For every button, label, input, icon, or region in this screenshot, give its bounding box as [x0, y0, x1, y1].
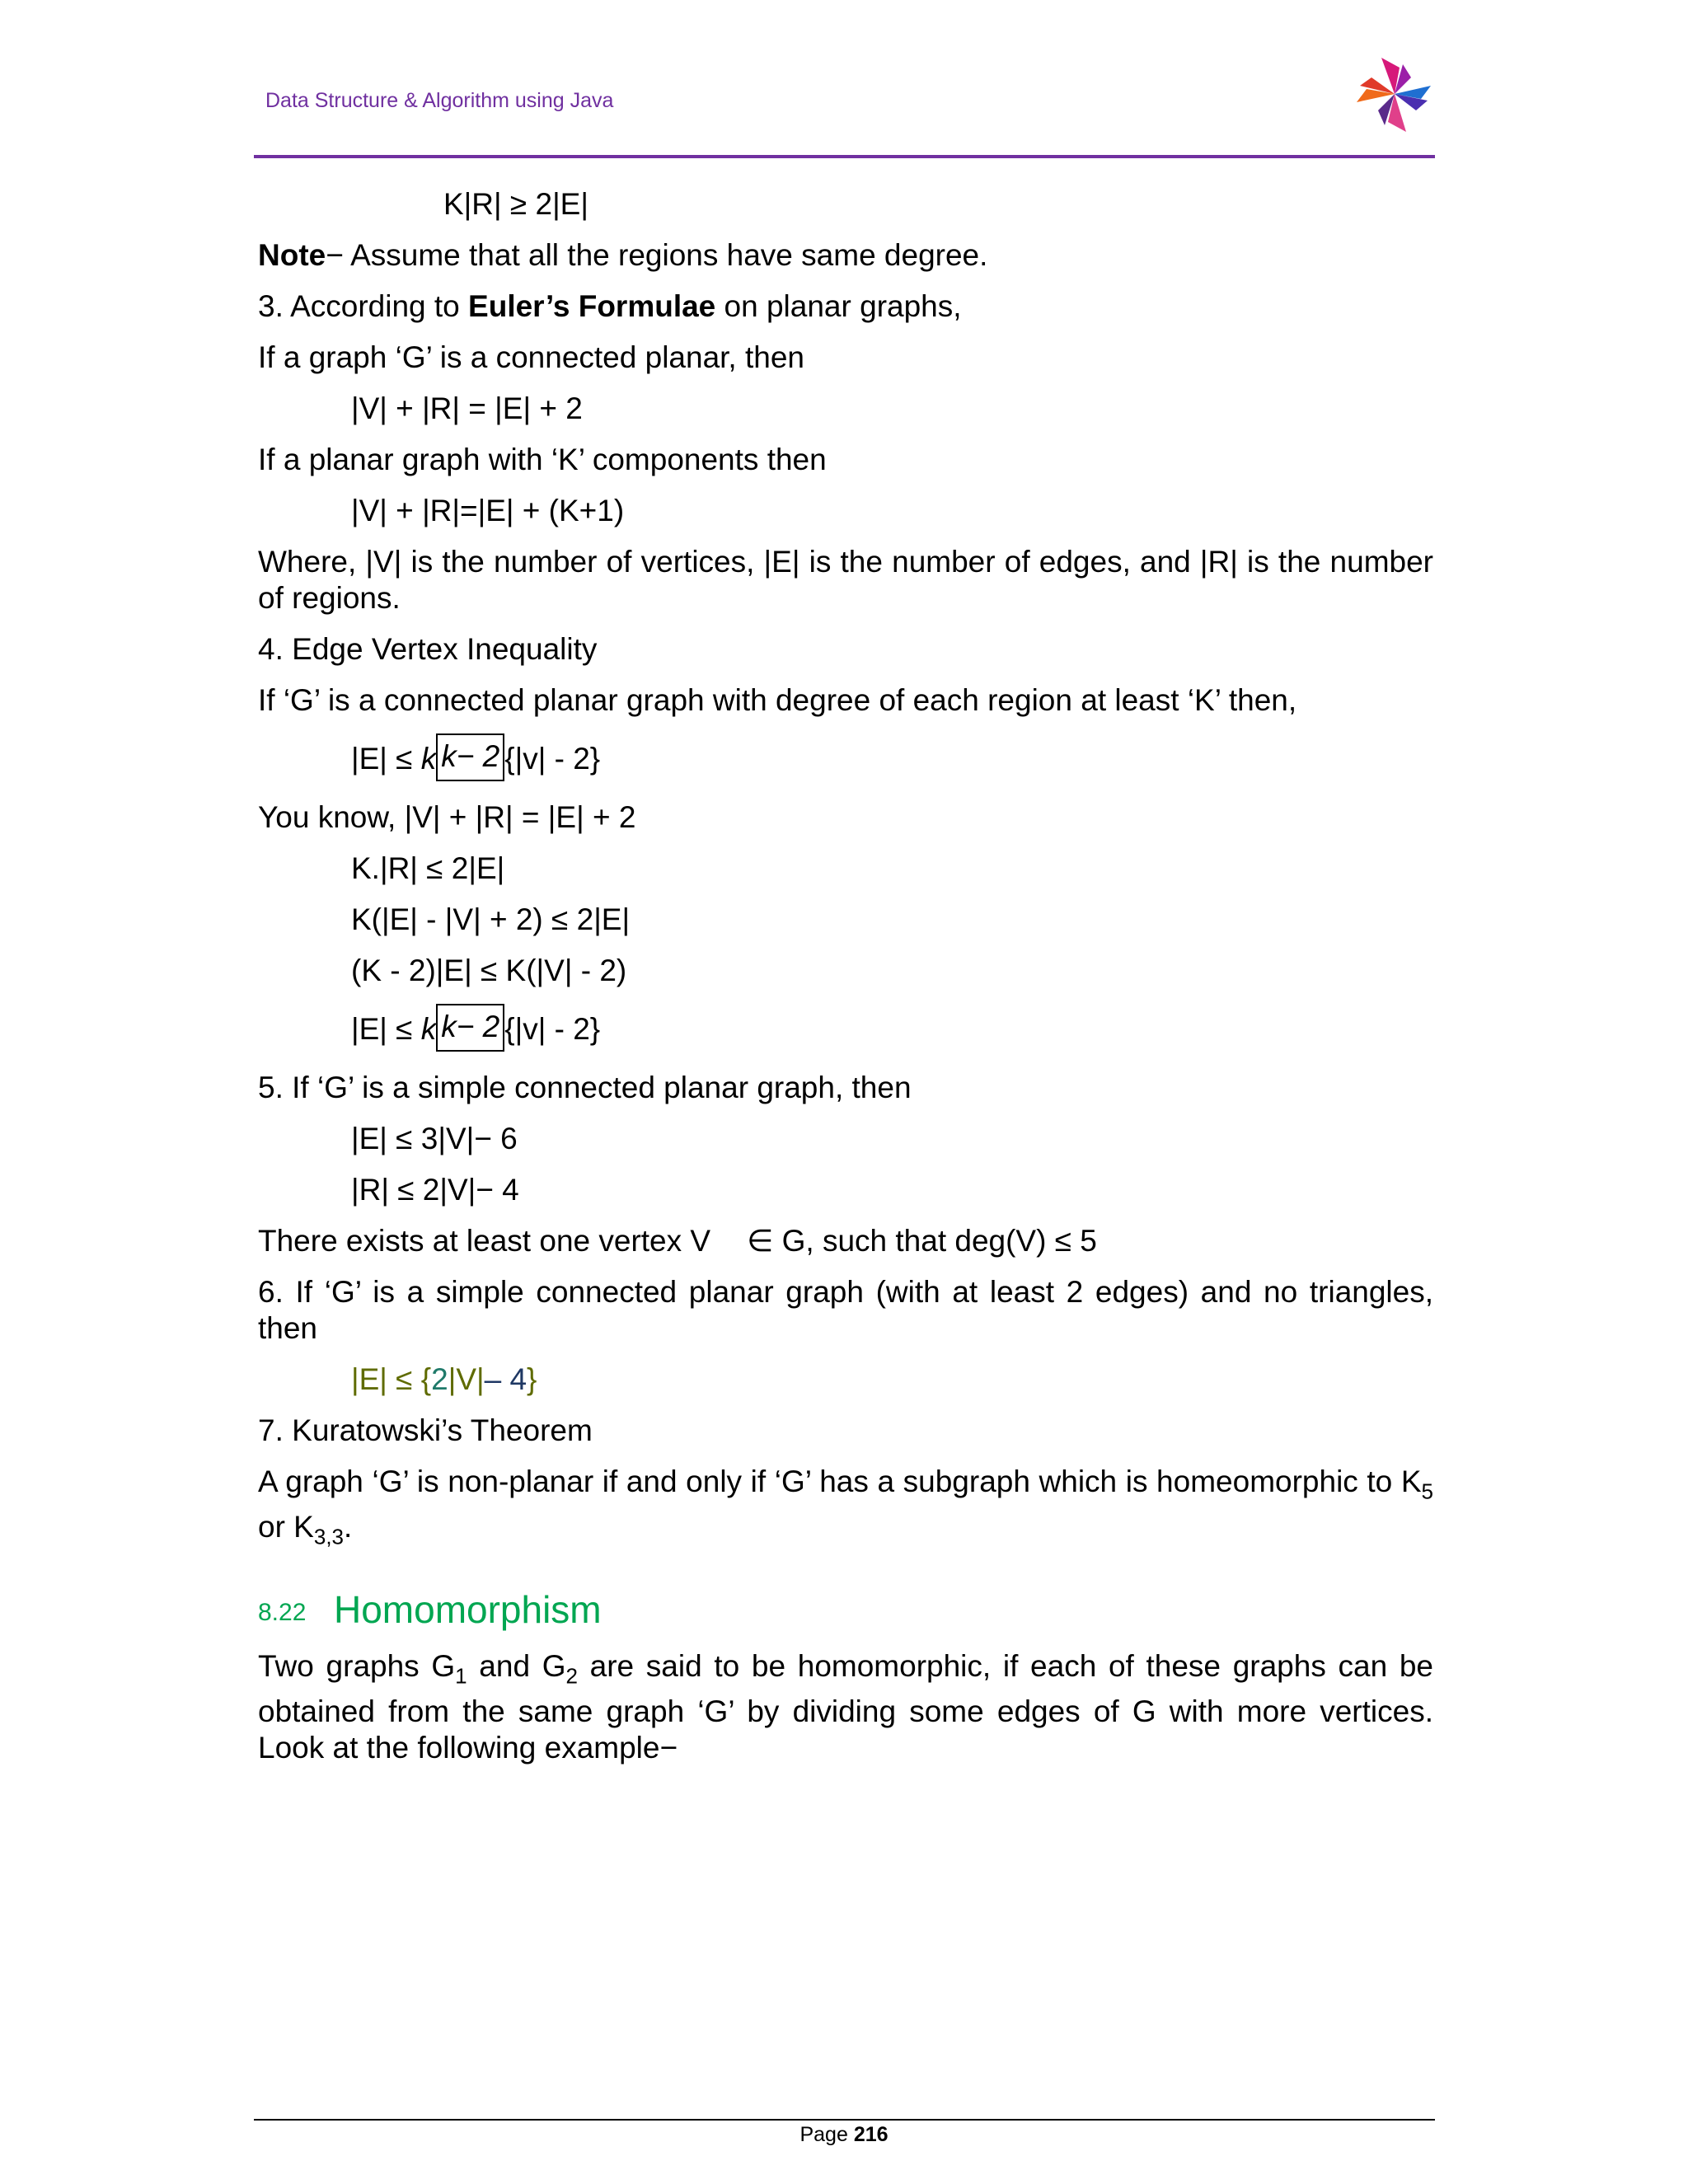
paragraph [258, 1648, 1433, 1766]
header-title: Data Structure & Algorithm using Java [265, 89, 614, 112]
eq-part: |V| [448, 1362, 485, 1396]
inequality-line [351, 1010, 600, 1052]
section-title: Homomorphism [334, 1588, 602, 1631]
ineq-pre: |E| ≤ [351, 741, 421, 776]
pinwheel-logo-icon [1348, 53, 1441, 135]
text-part: Two graphs G [258, 1649, 456, 1683]
fraction-box: k− 2 [436, 1004, 504, 1052]
colored-equation-line [351, 1361, 537, 1398]
ineq-k: k [420, 741, 437, 776]
item-3-pre: 3. According to [258, 289, 469, 323]
note-text: − Assume that all the regions have same degree. [326, 238, 988, 272]
text-line [258, 1223, 1097, 1259]
equation-line: |E| ≤ 3|V|− 6 [351, 1122, 518, 1155]
item-4-line: 4. Edge Vertex Inequality [258, 632, 598, 666]
paragraph [258, 1464, 1433, 1555]
equation-line: |V| + |R|=|E| + (K+1) [351, 494, 625, 527]
text-part: There exists at least one vertex V [258, 1224, 711, 1258]
text-line: If ‘G’ is a connected planar graph with degree of each region at least ‘K’ then, [258, 683, 1297, 717]
page-footer [0, 2123, 1688, 2147]
text-part: . [344, 1510, 353, 1544]
subscript: 1 [455, 1663, 467, 1689]
equation-line: |V| + |R| = |E| + 2 [351, 391, 583, 425]
eq-part: } [527, 1362, 537, 1396]
text-line: If a planar graph with ‘K’ components then [258, 443, 827, 476]
item-3-line [258, 288, 962, 325]
eq-part: |E| ≤ { [351, 1362, 432, 1396]
page-label: Page [799, 2123, 854, 2146]
note-label: Note [258, 238, 326, 272]
text-part: A graph ‘G’ is non-planar if and only if ‘G’ has a subgraph which is homeomorphic to K [258, 1465, 1422, 1498]
item-3-post: on planar graphs, [715, 289, 962, 323]
text-line: You know, |V| + |R| = |E| + 2 [258, 800, 636, 834]
section-number: 8.22 [258, 1599, 307, 1626]
ineq-pre: |E| ≤ [351, 1011, 421, 1046]
eq-part: – 4 [484, 1362, 528, 1396]
item-5-line: 5. If ‘G’ is a simple connected planar graph, then [258, 1071, 912, 1104]
subscript: 2 [565, 1663, 578, 1689]
note-line [258, 237, 987, 274]
text-part: and G [467, 1649, 566, 1683]
footer-rule [254, 2119, 1435, 2121]
eq-part: 2 [431, 1362, 448, 1396]
item-3-bold: Euler’s Formulae [468, 289, 716, 323]
text-part: ∈ G, such that deg(V) ≤ 5 [747, 1224, 1097, 1258]
page-number: 216 [853, 2123, 889, 2146]
item-7-line: 7. Kuratowski’s Theorem [258, 1413, 593, 1447]
inequality-line [351, 740, 600, 781]
text-line: If a graph ‘G’ is a connected planar, then [258, 340, 805, 374]
subscript: 5 [1421, 1479, 1433, 1504]
ineq-post: {|v| - 2} [504, 741, 601, 776]
equation-line: K|R| ≥ 2|E| [443, 187, 588, 221]
paragraph: Where, |V| is the number of vertices, |E| is the number of edges, and |R| is the number of regions. [258, 545, 1433, 615]
header-rule [254, 155, 1435, 158]
equation-line: (K - 2)|E| ≤ K(|V| - 2) [351, 954, 627, 987]
subscript: 3,3 [313, 1524, 345, 1549]
equation-line: K(|E| - |V| + 2) ≤ 2|E| [351, 902, 631, 936]
text-part: are said to be homomorphic, if each of these graphs can be obtained from the same graph ‘G’ by dividing some edges of G with more vertices. Look at the following example− [258, 1649, 1433, 1765]
ineq-post: {|v| - 2} [504, 1011, 601, 1046]
text-part: or K [258, 1510, 314, 1544]
fraction-box: k− 2 [436, 733, 504, 781]
ineq-k: k [420, 1011, 437, 1046]
item-6-paragraph: 6. If ‘G’ is a simple connected planar graph (with at least 2 edges) and no triangles, then [258, 1275, 1433, 1345]
equation-line: |R| ≤ 2|V|− 4 [351, 1173, 519, 1207]
equation-line: K.|R| ≤ 2|E| [351, 851, 505, 885]
